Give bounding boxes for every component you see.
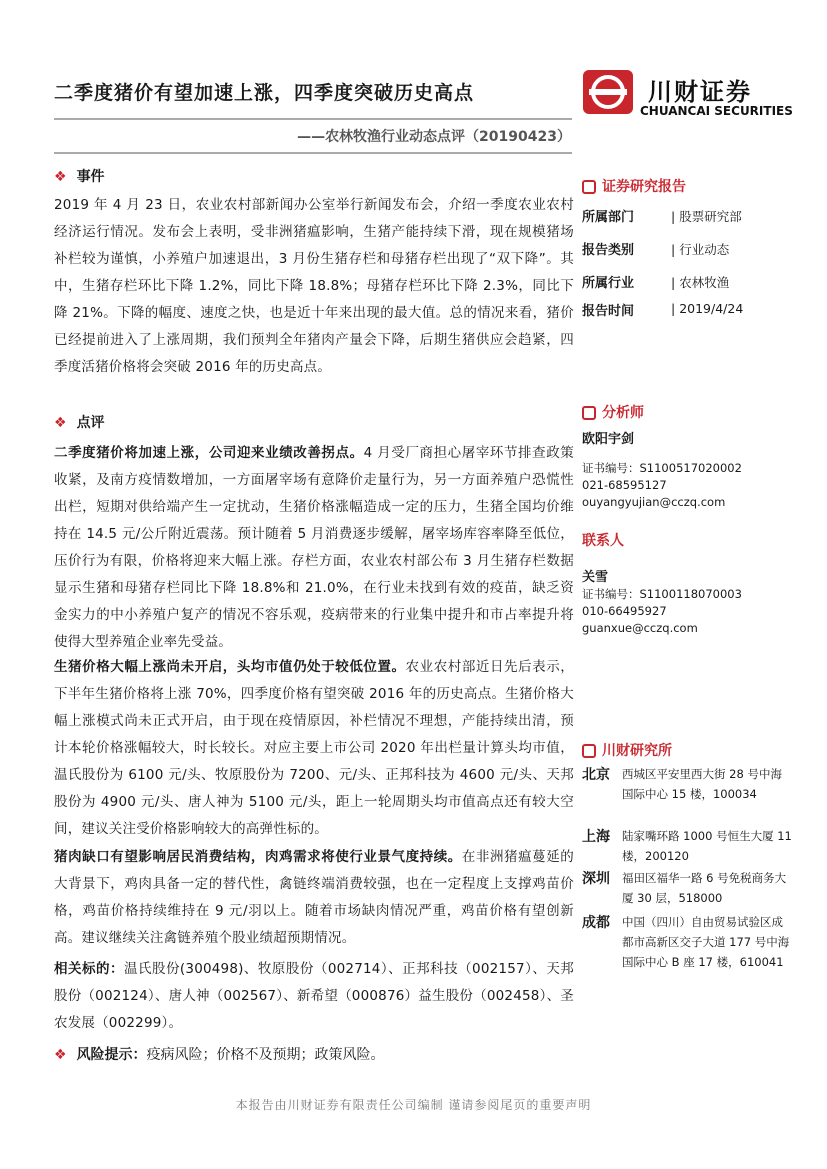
event-paragraph: 2019 年 4 月 23 日，农业农村部新闻办公室举行新闻发布会，介绍一季度农业农村经济运行情况。发布会上表明，受非洲猪瘟影响，生猪产能持续下滑，现在规模猪场补栏较为谨慎，小养殖户加速退出，3 月份生猪存栏和母猪存栏出现了“双下降”。其中，生猪存栏环比下降 1.2%，同比下降 18.8%；母猪存栏环比下降 2.3%，同比下降 21%。下降的幅度、速度之快，也是近十年来出现的最大值。总的情况来看，猪价已经提前进入了上涨周期，我们预判全年猪肉产量会下降，后期生猪供应会趋紧，四季度活猪价格将会突破 2016 年的历史高点。 [54, 197, 574, 375]
info-value-department: | 股票研究部 [671, 209, 742, 224]
related-stocks-label: 相关标的： [54, 961, 124, 977]
analyst-email[interactable]: ouyangyujian@cczq.com [582, 495, 726, 509]
contact-name: 关雪 [582, 570, 609, 585]
analyst-heading: 分析师 [582, 402, 644, 422]
office-address-shenzhen: 福田区福华一路 6 号免税商务大厦 30 层，518000 [622, 871, 787, 905]
doc-icon [582, 180, 596, 194]
diamond-bullet-icon: ❖ [54, 415, 67, 431]
comment-paragraph-2-lead: 生猪价格大幅上涨尚未开启，头均市值仍处于较低位置。 [54, 659, 406, 675]
related-stocks-paragraph: 相关标的：温氏股份(300498)、牧原股份（002714）、正邦科技（002157）、天邦股份（002124）、唐人神（002567）、新希望（000876）益生股份（002458）、圣农发展（002299）。 [54, 961, 575, 1031]
risk-text: 疫病风险；价格不及预期；政策风险。 [146, 1047, 385, 1063]
risk-line [54, 1044, 385, 1064]
analyst-name: 欧阳宇剑 [582, 432, 635, 447]
institute-heading: 川财研究所 [582, 740, 672, 760]
building-icon [582, 744, 596, 758]
office-city-shanghai: 上海 [582, 829, 610, 845]
diamond-bullet-icon: ❖ [54, 169, 67, 185]
comment-paragraph-1-lead: 二季度猪价将加速上涨，公司迎来业绩改善拐点。 [54, 445, 364, 461]
contact-cert: 证书编号：S1100118070003 [582, 587, 742, 601]
diamond-bullet-icon: ❖ [54, 1047, 67, 1063]
risk-label: 风险提示： [76, 1047, 147, 1063]
report-title: 二季度猪价有望加速上涨，四季度突破历史高点 [54, 82, 475, 104]
contact-email[interactable]: guanxue@cczq.com [582, 621, 698, 635]
info-value-date: | 2019/4/24 [671, 301, 744, 316]
comment-paragraph-1: 二季度猪价将加速上涨，公司迎来业绩改善拐点。4 月受厂商担心屠宰环节排查政策收紧，及南方疫情数增加，一方面屠宰场有意降价走量行为，另一方面养殖户恐慌性出栏，短期对供给端产生一定扰动，生猪价格涨幅造成一定的压力，生猪全国均价维持在 14.5 元/公斤附近震荡。预计随着 5 月消费逐步缓解，屠宰场库容率降至低位，压价行为有限，价格将迎来大幅上涨。存栏方面，农业农村部公布 3 月生猪存栏数据显示生猪和母猪存栏同比下降 18.8%和 21.0%，在行业未找到有效的疫苗，缺乏资金实力的中小养殖户复产的情况不容乐观，疫病带来的行业集中提升和市占率提升将使得大型养殖企业率先受益。 [54, 445, 574, 650]
report-type-heading: 证券研究报告 [582, 176, 686, 196]
info-label-date: 报告时间 [582, 304, 635, 319]
office-address-beijing: 西城区平安里西大街 28 号中海国际中心 15 楼，100034 [622, 767, 782, 801]
company-name-cn: 川财证券 [648, 78, 752, 106]
info-label-category: 报告类别 [582, 243, 635, 258]
office-city-beijing: 北京 [582, 767, 610, 783]
header-rule [54, 118, 572, 120]
analyst-phone: 021-68595127 [582, 478, 667, 492]
comment-paragraph-2: 生猪价格大幅上涨尚未开启，头均市值仍处于较低位置。农业农村部近日先后表示，下半年生猪价格将上涨 70%，四季度价格有望突破 2016 年的历史高点。生猪价格大幅上涨模式尚未正式开启，由于现在疫情原因，补栏情况不理想，产能持续出清，预计本轮价格涨幅较大，时长较长。对应主要上市公司 2020 年出栏量计算头均市值，温氏股份为 6100 元/头、牧原股份为 7200、元/头、正邦科技为 4600 元/头、天邦股份为 4900 元/头、唐人神为 5100 元/头，距上一轮周期头均市值高点还有较大空间，建议关注受价格影响较大的高弹性标的。 [54, 659, 574, 837]
page-footer: 本报告由川财证券有限责任公司编制 谨请参阅尾页的重要声明 [235, 1098, 592, 1112]
report-subtitle: ——农林牧渔行业动态点评（20190423） [297, 129, 571, 145]
header-rule-bottom [54, 152, 572, 154]
person-icon [582, 406, 596, 420]
info-value-industry: | 农林牧渔 [671, 275, 730, 290]
comment-heading: ❖ 点评 [54, 415, 105, 431]
company-logo-icon [583, 70, 633, 114]
info-label-department: 所属部门 [582, 210, 635, 225]
comment-paragraph-3: 猪肉缺口有望影响居民消费结构，肉鸡需求将使行业景气度持续。在非洲猪瘟蔓延的大背景下，鸡肉具备一定的替代性，禽链终端消费较强，也在一定程度上支撑鸡苗价格，鸡苗价格持续维持在 9 元/羽以上。随着市场缺肉情况严重，鸡苗价格有望创新高。建议继续关注禽链养殖个股业绩超预期情况。 [54, 849, 574, 946]
info-label-industry: 所属行业 [582, 276, 635, 291]
event-heading: ❖ 事件 [54, 169, 105, 185]
office-address-shanghai: 陆家嘴环路 1000 号恒生大厦 11 楼，200120 [622, 829, 792, 863]
company-name-en: CHUANCAI SECURITIES [640, 104, 793, 118]
contact-heading: 联系人 [582, 533, 624, 549]
info-value-category: | 行业动态 [671, 242, 730, 257]
contact-phone: 010-66495927 [582, 604, 667, 618]
office-city-chengdu: 成都 [582, 915, 610, 931]
comment-paragraph-3-lead: 猪肉缺口有望影响居民消费结构，肉鸡需求将使行业景气度持续。 [54, 849, 462, 865]
office-city-shenzhen: 深圳 [582, 871, 610, 887]
office-address-chengdu: 中国（四川）自由贸易试验区成都市高新区交子大道 177 号中海国际中心 B 座 17 楼，610041 [622, 915, 790, 969]
analyst-cert: 证书编号：S1100517020002 [582, 461, 742, 475]
